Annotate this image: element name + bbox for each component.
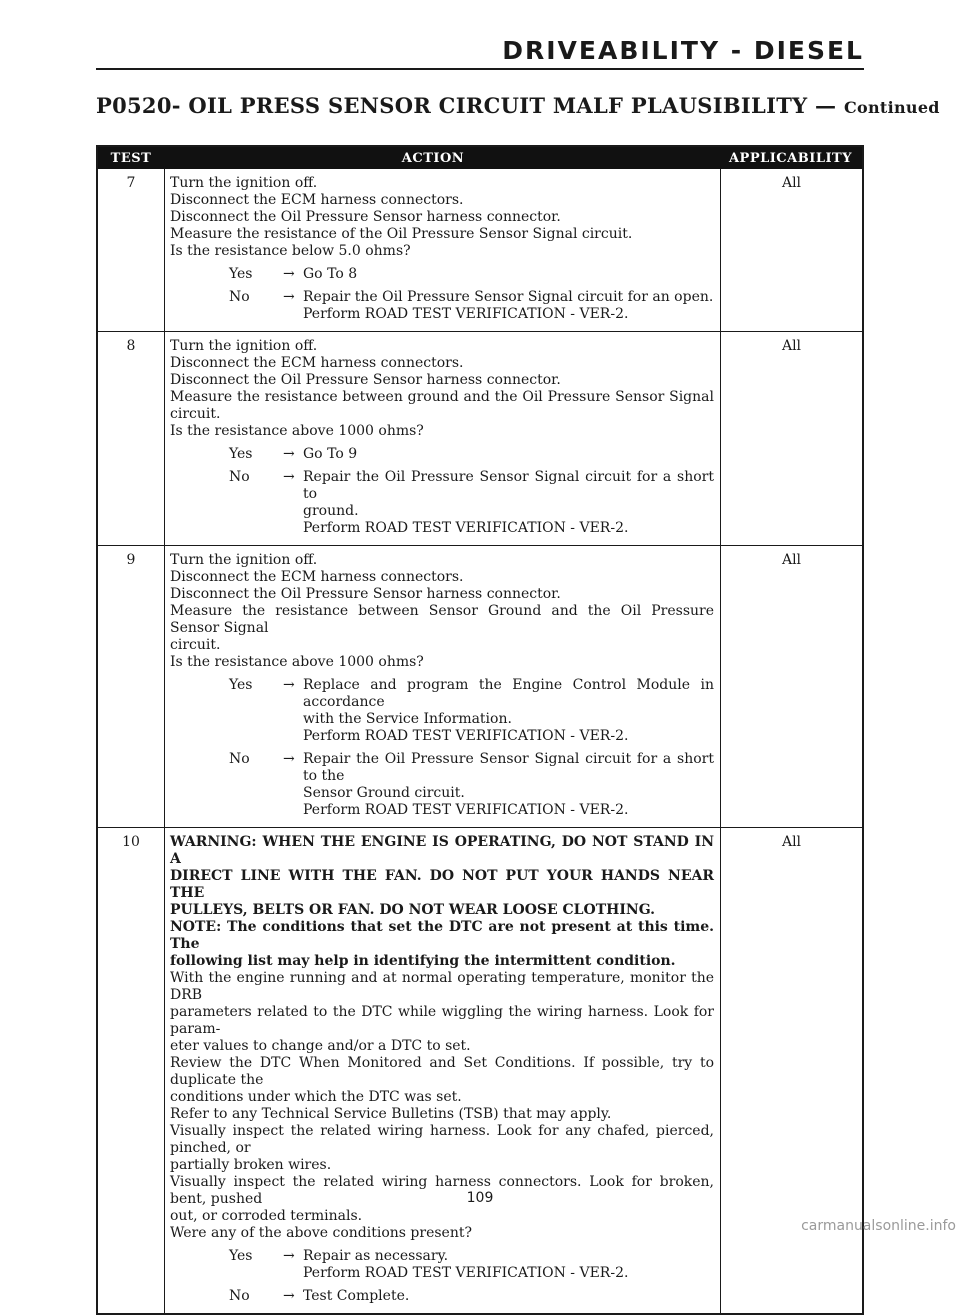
- step-line: Disconnect the Oil Pressure Sensor harness connector.: [170, 209, 561, 225]
- step-line: Visually inspect the related wiring harness. Look for any chafed, pierced, pinched, or: [170, 1123, 714, 1156]
- step-line: Measure the resistance of the Oil Pressure Sensor Signal circuit.: [170, 226, 633, 242]
- step-line: Is the resistance below 5.0 ohms?: [170, 243, 411, 259]
- table-body: [98, 169, 862, 1313]
- outcome-no: [170, 289, 714, 323]
- outcome-line: Repair the Oil Pressure Sensor Signal circuit for a short to: [303, 469, 714, 502]
- step-line: Turn the ignition off.: [170, 552, 318, 568]
- procedure-table: [96, 145, 864, 1315]
- outcome-line: Sensor Ground circuit.: [303, 785, 465, 801]
- step-line: Review the DTC When Monitored and Set Conditions. If possible, try to duplicate the: [170, 1055, 714, 1088]
- applicability: All: [781, 552, 802, 568]
- outcome-text: [303, 1248, 714, 1282]
- watermark: carmanualsonline.info: [801, 1218, 956, 1234]
- outcome-yes: [170, 1248, 714, 1282]
- column-header-test: TEST: [110, 150, 152, 166]
- table-header: [98, 147, 862, 169]
- outcome-label: No: [229, 469, 250, 485]
- step-line: Turn the ignition off.: [170, 338, 318, 354]
- step-line: Visually inspect the related wiring harness connectors. Look for broken, bent, pushed: [170, 1174, 714, 1207]
- outcome-no: [170, 469, 714, 537]
- arrow-icon: →: [283, 751, 295, 767]
- step-line: With the engine running and at normal operating temperature, monitor the DRB: [170, 970, 714, 1003]
- outcome-text: [303, 677, 714, 745]
- step-line: Turn the ignition off.: [170, 175, 318, 191]
- action-cell: [164, 332, 721, 545]
- warning-line: NOTE: The conditions that set the DTC are not present at this time. The: [170, 919, 714, 952]
- page-title-text: P0520- OIL PRESS SENSOR CIRCUIT MALF PLAUSIBILITY —: [96, 93, 837, 118]
- test-number: 8: [126, 338, 136, 354]
- outcome-yes: [170, 446, 714, 463]
- step-line: Disconnect the Oil Pressure Sensor harness connector.: [170, 586, 561, 602]
- outcome-line: Perform ROAD TEST VERIFICATION - VER-2.: [303, 802, 629, 818]
- outcome-text: [303, 266, 714, 283]
- continued-label: Continued: [843, 98, 940, 117]
- outcome-line: Repair as necessary.: [303, 1248, 449, 1264]
- warning-line: DIRECT LINE WITH THE FAN. DO NOT PUT YOUR HANDS NEAR THE: [170, 868, 714, 901]
- outcome-line: Perform ROAD TEST VERIFICATION - VER-2.: [303, 728, 629, 744]
- step-line: eter values to change and/or a DTC to set.: [170, 1038, 471, 1054]
- step-line: Measure the resistance between Sensor Ground and the Oil Pressure Sensor Signal: [170, 603, 714, 636]
- outcome-line: Go To 9: [303, 446, 358, 462]
- outcome-line: Test Complete.: [303, 1288, 410, 1304]
- outcome-text: [303, 1288, 714, 1305]
- applicability: All: [781, 338, 802, 354]
- step-line: Is the resistance above 1000 ohms?: [170, 654, 424, 670]
- table-row: [98, 331, 862, 545]
- section-header: DRIVEABILITY - DIESEL: [502, 36, 864, 65]
- arrow-icon: →: [283, 1248, 295, 1264]
- outcome-label: No: [229, 1288, 250, 1304]
- outcome-yes: [170, 677, 714, 745]
- step-line: Disconnect the ECM harness connectors.: [170, 355, 464, 371]
- outcome-line: Perform ROAD TEST VERIFICATION - VER-2.: [303, 1265, 629, 1281]
- outcome-label: Yes: [229, 677, 253, 693]
- outcome-text: [303, 751, 714, 819]
- action-cell: [164, 828, 721, 1313]
- step-line: circuit.: [170, 637, 221, 653]
- arrow-icon: →: [283, 1288, 295, 1304]
- warning-line: PULLEYS, BELTS OR FAN. DO NOT WEAR LOOSE CLOTHING.: [170, 902, 656, 918]
- step-line: Were any of the above conditions present?: [170, 1225, 472, 1241]
- outcome-line: Perform ROAD TEST VERIFICATION - VER-2.: [303, 520, 629, 536]
- outcome-no: [170, 751, 714, 819]
- applicability: All: [781, 175, 802, 191]
- step-line: conditions under which the DTC was set.: [170, 1089, 462, 1105]
- outcome-yes: [170, 266, 714, 283]
- step-line: Disconnect the ECM harness connectors.: [170, 192, 464, 208]
- arrow-icon: →: [283, 446, 295, 462]
- outcome-line: with the Service Information.: [303, 711, 512, 727]
- step-line: Disconnect the ECM harness connectors.: [170, 569, 464, 585]
- test-number: 10: [122, 834, 140, 850]
- page-title: [96, 93, 940, 118]
- arrow-icon: →: [283, 289, 295, 305]
- warning-line: WARNING: WHEN THE ENGINE IS OPERATING, DO NOT STAND IN A: [170, 834, 714, 867]
- step-line: Refer to any Technical Service Bulletins (TSB) that may apply.: [170, 1106, 612, 1122]
- outcome-label: Yes: [229, 1248, 253, 1264]
- column-header-action: ACTION: [401, 150, 465, 166]
- step-line: Measure the resistance between ground and the Oil Pressure Sensor Signal circuit.: [170, 389, 714, 422]
- outcome-line: Repair the Oil Pressure Sensor Signal circuit for an open.: [303, 289, 714, 305]
- step-line: parameters related to the DTC while wiggling the wiring harness. Look for param-: [170, 1004, 714, 1037]
- step-line: out, or corroded terminals.: [170, 1208, 363, 1224]
- outcome-label: No: [229, 289, 250, 305]
- test-number: 9: [126, 552, 136, 568]
- action-cell: [164, 169, 721, 331]
- warning-line: following list may help in identifying the intermittent condition.: [170, 953, 676, 969]
- outcome-line: Repair the Oil Pressure Sensor Signal circuit for a short to the: [303, 751, 714, 784]
- outcome-text: [303, 289, 714, 323]
- table-row: [98, 545, 862, 827]
- column-header-applicability: APPLICABILITY: [728, 150, 852, 166]
- step-line: Is the resistance above 1000 ohms?: [170, 423, 424, 439]
- page-number: 109: [466, 1190, 494, 1206]
- outcome-line: ground.: [303, 503, 359, 519]
- outcome-no: [170, 1288, 714, 1305]
- step-line: partially broken wires.: [170, 1157, 332, 1173]
- outcome-label: No: [229, 751, 250, 767]
- header-rule: [96, 68, 864, 70]
- outcome-line: Go To 8: [303, 266, 358, 282]
- action-cell: [164, 546, 721, 827]
- arrow-icon: →: [283, 266, 295, 282]
- outcome-line: Replace and program the Engine Control Module in accordance: [303, 677, 714, 710]
- applicability: All: [781, 834, 802, 850]
- table-row: [98, 169, 862, 331]
- arrow-icon: →: [283, 469, 295, 485]
- step-line: Disconnect the Oil Pressure Sensor harness connector.: [170, 372, 561, 388]
- outcome-line: Perform ROAD TEST VERIFICATION - VER-2.: [303, 306, 629, 322]
- arrow-icon: →: [283, 677, 295, 693]
- test-number: 7: [126, 175, 136, 191]
- outcome-label: Yes: [229, 266, 253, 282]
- outcome-text: [303, 469, 714, 537]
- outcome-text: [303, 446, 714, 463]
- table-row: [98, 827, 862, 1313]
- outcome-label: Yes: [229, 446, 253, 462]
